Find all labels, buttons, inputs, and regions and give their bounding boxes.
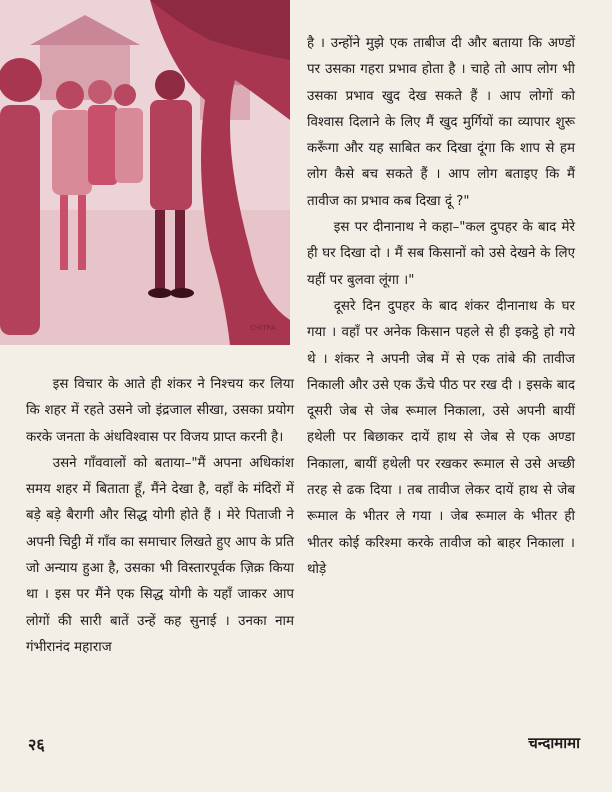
paragraph: इस विचार के आते ही शंकर ने निश्चय कर लिया कि शहर में रहते उसने जो इंद्रजाल सीखा, उसका प्रयोग करके जनता के अंधविश्वास पर विजय प्राप्त करनी है।	[26, 377, 294, 445]
artist-signature: CHITRA	[250, 324, 276, 332]
story-illustration	[0, 0, 290, 345]
paragraph: दूसरे दिन दुपहर के बाद शंकर दीनानाथ के घर गया । वहाँ पर अनेक किसान पहले से ही इकट्ठे हो गये थे । शंकर ने अपनी जेब में से एक तांबे की तावीज निकाली और उसे एक ऊँचे पीठ पर रख दी । इसके बाद दूसरी जेब से जेब रूमाल निकाला, उसे अपनी बायीं हथेली पर बिछाकर दायें हाथ से जेब से एक अण्डा निकाला, बायीं हथेली पर रखकर रूमाल से उसे अच्छी तरह से ढक दिया । तब तावीज लेकर दायें हाथ से जेब रूमाल के भीतर ले गया । जेब रूमाल के भीतर ही भीतर कोई करिश्मा करके तावीज को बाहर निकाला । थोड़े	[307, 298, 575, 577]
left-text-column	[26, 372, 294, 661]
paragraph: इस पर दीनानाथ ने कहा–"कल दुपहर के बाद मेरे ही घर दिखा दो । मैं सब किसानों को उसे देखने के लिए यहीं पर बुलवा लूंगा ।"	[307, 220, 575, 288]
page-number: २६	[28, 735, 45, 754]
right-text-column	[307, 31, 575, 583]
magazine-name: चन्दामामा	[528, 734, 580, 752]
paragraph: है । उन्होंने मुझे एक ताबीज दी और बताया कि अण्डों पर उसका गहरा प्रभाव होता है । चाहे तो आप लोग भी उसका प्रभाव खुद देख सकते हैं । आप लोगों को विश्वास दिलाने के लिए मैं खुद मुर्गियों का व्यापार शुरू करूँगा और यह साबित कर दिखा दूंगा कि शाप से हम लोग कैसे बच सकते हैं । आप लोग बताइए कि मैं तावीज का प्रभाव कब दिखा दूं ?"	[307, 36, 575, 209]
paragraph: उसने गाँववालों को बताया–"मैं अपना अधिकांश समय शहर में बिताता हूँ, मैंने देखा है, वहाँ के मंदिरों में बड़े बड़े बैरागी और सिद्ध योगी होते हैं । मेरे पिताजी ने अपनी चिट्ठी में गाँव का समाचार लिखते हुए आप के प्रति जो अन्याय हुआ है, उसका भी विस्तारपूर्वक ज़िक्र किया था । इस पर मैंने एक सिद्ध योगी के यहाँ जाकर आप लोगों की सारी बातें उन्हें कह सुनाई । उनका नाम गंभीरानंद महाराज	[26, 455, 294, 655]
villagers-meeting-illustration	[0, 0, 290, 345]
